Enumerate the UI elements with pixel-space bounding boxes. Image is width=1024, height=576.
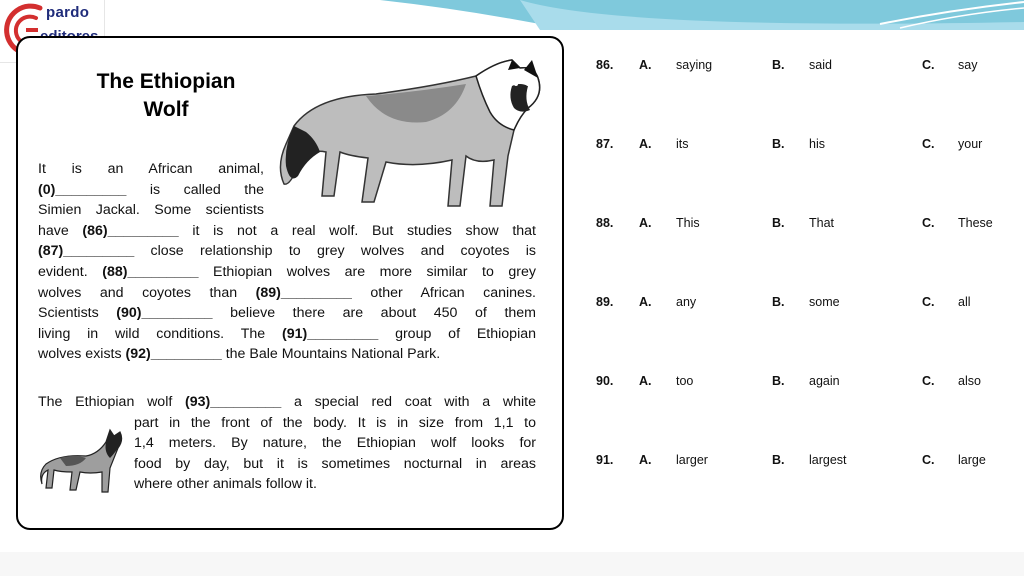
text-line: The Ethiopian wolf (93)_________ a special red coat with a white [38,394,536,410]
option-b[interactable]: largest [809,453,847,467]
option-c-label: C. [922,137,935,151]
option-a[interactable]: This [676,216,700,230]
option-c-label: C. [922,374,935,388]
option-b-label: B. [772,453,785,467]
option-c-label: C. [922,216,935,230]
title-line-1: The Ethiopian [96,70,236,93]
option-b-label: B. [772,295,785,309]
wolf-illustration [276,56,548,216]
text-line: wolves and coyotes than (89)_________ other African canines. [38,284,536,301]
title-line-2: Wolf [143,98,189,121]
text-line: 1,4 meters. By nature, the Ethiopian wolf looks for [134,435,536,452]
question-row-90 [596,374,1016,392]
question-row-87 [596,137,1016,155]
worksheet-card [16,36,564,530]
option-c-label: C. [922,295,935,309]
bottom-strip [0,552,1024,576]
option-b-label: B. [772,137,785,151]
option-a-label: A. [639,295,652,309]
text-line: living in wild conditions. The (91)_________ group of Ethiopian [38,325,536,342]
option-c[interactable]: your [958,137,983,151]
option-a-label: A. [639,58,652,72]
option-c[interactable]: say [958,58,978,72]
option-a-label: A. [639,374,652,388]
option-c[interactable]: These [958,216,993,230]
text-line: food by day, but it is sometimes nocturnal in areas [134,455,536,472]
question-row-91 [596,453,1016,471]
option-b-label: B. [772,216,785,230]
howling-wolf-illustration [40,428,128,496]
text-line: where other animals follow it. [134,476,317,493]
option-c-label: C. [922,58,935,72]
question-number: 87. [596,137,614,151]
question-row-88 [596,216,1016,234]
option-b[interactable]: That [809,216,835,230]
option-b[interactable]: some [809,295,840,309]
option-c[interactable]: also [958,374,981,388]
paragraph-2-first [38,392,536,413]
text-line: Simien Jackal. Some scientists [38,202,264,219]
option-a[interactable]: saying [676,58,713,72]
text-line: part in the front of the body. It is in size from 1,1 to [134,414,536,431]
option-b-label: B. [772,58,785,72]
option-a-label: A. [639,137,652,151]
logo-text-line1: pardo [46,4,90,21]
text-line: have (86)_________ it is not a real wolf. But studies show that [38,222,536,239]
paragraph-1-top [38,159,264,221]
question-row-89 [596,295,1016,313]
question-row-86 [596,58,1016,76]
text-line: (87)_________ close relationship to grey wolves and coyotes is [38,243,536,260]
text-line: wolves exists (92)_________ the Bale Mountains National Park. [38,346,441,363]
text-line: It is an African animal, [38,161,264,177]
paragraph-1-body [38,221,536,365]
option-a[interactable]: too [676,374,694,388]
option-c[interactable]: large [958,453,986,467]
question-number: 86. [596,58,614,72]
option-b[interactable]: his [809,137,825,151]
option-b[interactable]: said [809,58,832,72]
option-c-label: C. [922,453,935,467]
question-number: 89. [596,295,614,309]
text-line: (0)_________ is called the [38,181,264,198]
option-b-label: B. [772,374,785,388]
option-a[interactable]: any [676,295,697,309]
option-a[interactable]: its [676,137,689,151]
option-a-label: A. [639,216,652,230]
paragraph-2-body [134,413,536,495]
option-a[interactable]: larger [676,453,708,467]
text-line: Scientists (90)_________ believe there are about 450 of them [38,305,536,322]
option-c[interactable]: all [958,295,971,309]
top-banner [0,0,1024,30]
question-number: 88. [596,216,614,230]
worksheet-title [66,68,266,124]
text-line: evident. (88)_________ Ethiopian wolves are more similar to grey [38,263,536,280]
option-a-label: A. [639,453,652,467]
question-number: 90. [596,374,614,388]
question-number: 91. [596,453,614,467]
option-b[interactable]: again [809,374,840,388]
